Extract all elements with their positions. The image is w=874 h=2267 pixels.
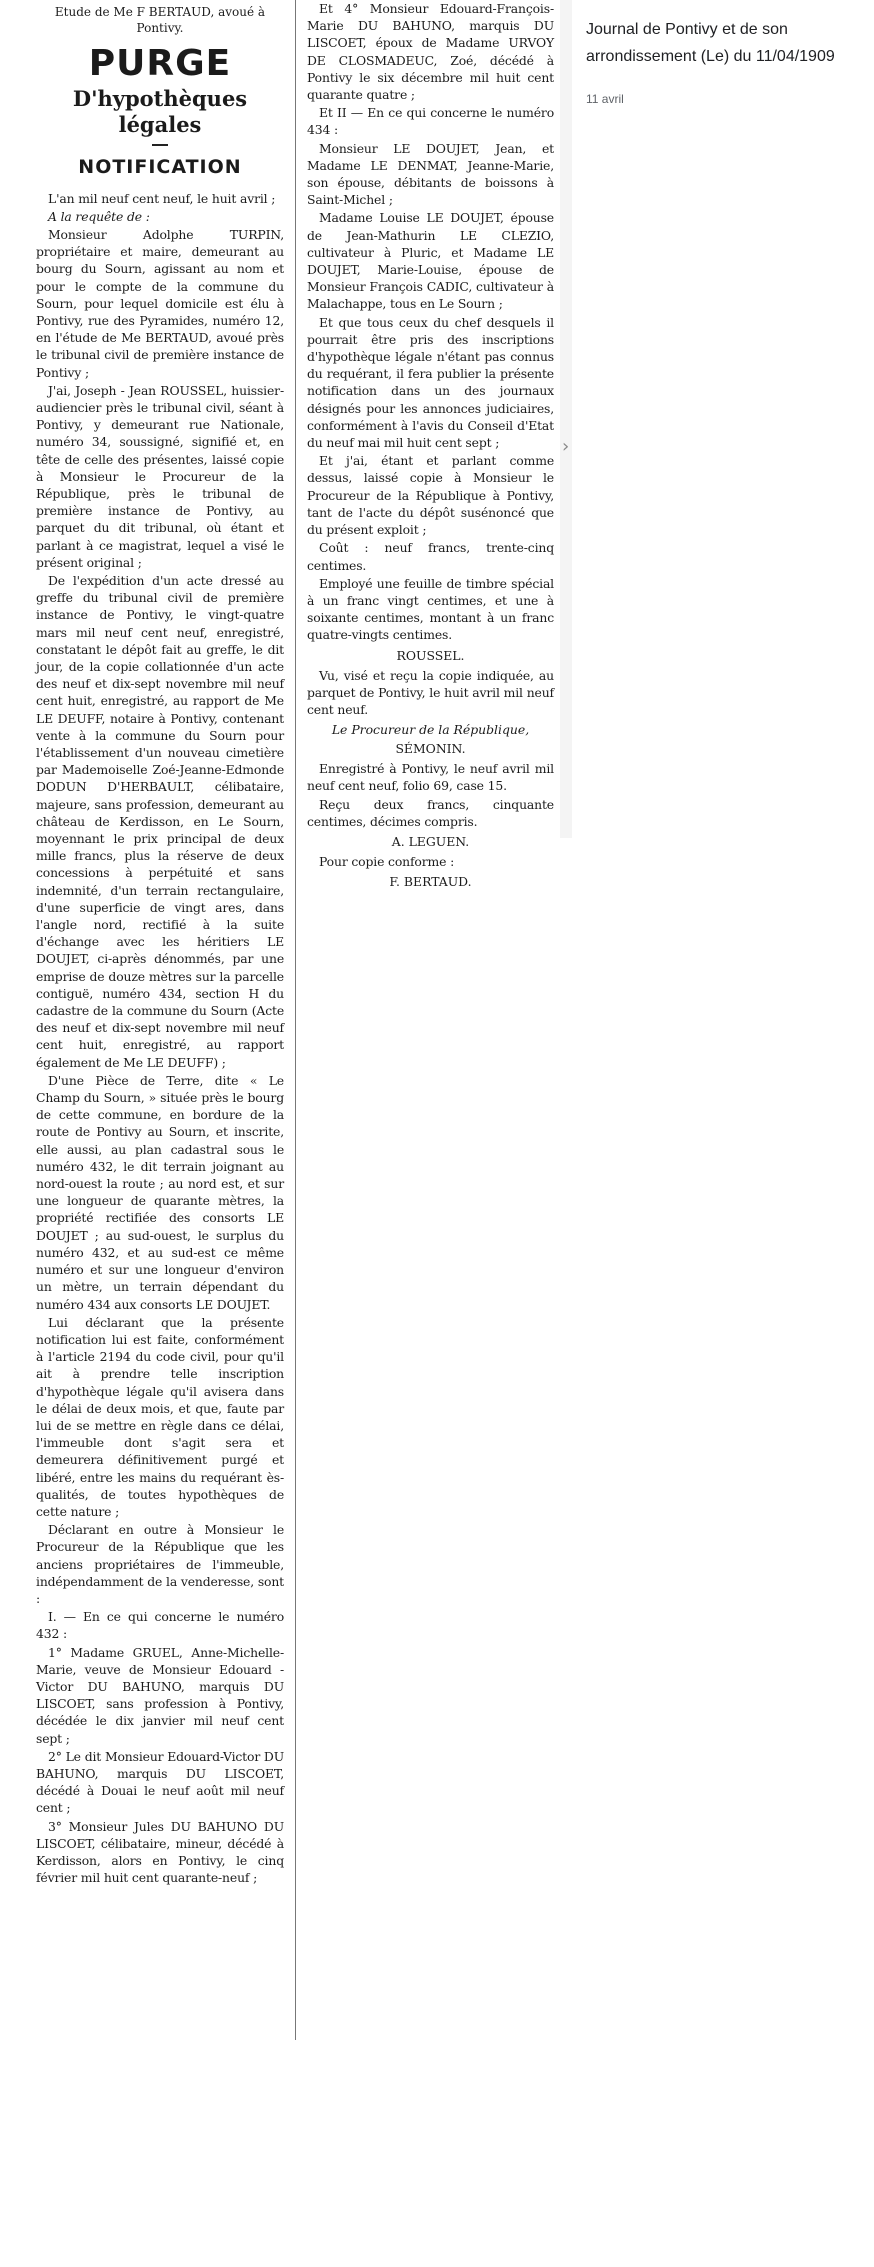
signature-bertaud: F. BERTAUD.: [389, 874, 472, 890]
journal-date: 11 avril: [586, 92, 624, 106]
paragraph: Reçu deux francs, cinquante centimes, décimes compris.: [307, 796, 554, 829]
article-column-1: [36, 0, 284, 1887]
paragraph: A la requête de :: [48, 208, 150, 224]
paragraph: Enregistré à Pontivy, le neuf avril mil neuf cent neuf, folio 69, case 15.: [307, 761, 554, 794]
paragraph: 1° Madame GRUEL, Anne-Michelle-Marie, veuve de Monsieur Edouard - Victor DU BAHUNO, marquis DU LISCOET, sans profession à Pontivy, décédée le dix janvier mil neuf cent sept ;: [36, 1644, 284, 1746]
paragraph: Monsieur Adolphe TURPIN, propriétaire et maire, demeurant au bourg du Sourn, agissant au nom et pour le compte de la commune du Sourn, pour lequel domicile est élu à Pontivy, rue des Pyramides, numéro 12, en l'étude de Me BERTAUD, avoué près le tribunal civil de première instance de Pontivy ;: [36, 226, 284, 380]
paragraph: Et j'ai, étant et parlant comme dessus, laissé copie à Monsieur le Procureur de la République à Pontivy, tant de l'acte du dépôt susénoncé que du présent exploit ;: [307, 453, 554, 538]
divider: [152, 144, 168, 146]
paragraph: J'ai, Joseph - Jean ROUSSEL, huissier-audiencier près le tribunal civil, séant à Pontivy, y demeurant rue Nationale, numéro 34, soussigné, signifié et, en tête de celle des présentes, laissé copie à Monsieur le Procureur de la République, près le tribunal de première instance de Pontivy, au parquet du dit tribunal, où étant et parlant à ce magistrat, lequel a visé le présent original ;: [36, 382, 284, 570]
paragraph: D'une Pièce de Terre, dite « Le Champ du Sourn, » située près le bourg de cette commune, en bordure de la route de Pontivy au Sourn, et inscrite, elle aussi, au plan cadastral sous le numéro 432, le dit terrain joignant au nord-ouest la route ; au nord est, et sur une longueur de quarante mètres, la propriété rectifiée des consorts LE DOUJET ; au sud-ouest, le surplus du numéro 432, et au sud-est ce même numéro et sur une longueur d'environ un mètre, un terrain dépendant du numéro 434 aux consorts LE DOUJET.: [36, 1072, 284, 1312]
column-divider: [295, 0, 296, 2040]
journal-title[interactable]: Journal de Pontivy et de son arrondissement (Le) du 11/04/1909: [586, 21, 835, 65]
info-panel: [572, 0, 874, 838]
article-title: PURGE: [88, 43, 232, 84]
paragraph: Pour copie conforme :: [319, 853, 455, 869]
signature-semonin: SÉMONIN.: [395, 741, 466, 757]
paragraph: 2° Le dit Monsieur Edouard-Victor DU BAHUNO, marquis DU LISCOET, décédé à Douai le neuf août mil neuf cent ;: [36, 1748, 284, 1816]
chevron-right-icon[interactable]: ›: [562, 436, 570, 457]
paragraph: Monsieur LE DOUJET, Jean, et Madame LE DENMAT, Jeanne-Marie, son épouse, débitants de boissons à Saint-Michel ;: [307, 140, 554, 208]
paragraph: L'an mil neuf cent neuf, le huit avril ;: [48, 190, 276, 206]
paragraph: Vu, visé et reçu la copie indiquée, au parquet de Pontivy, le huit avril mil neuf cent neuf.: [307, 667, 554, 717]
panel-edge: [560, 0, 572, 838]
article-header: Etude de Me F BERTAUD, avoué à Pontivy.: [54, 5, 266, 35]
paragraph: Et II — En ce qui concerne le numéro 434 :: [307, 105, 554, 138]
signature-roussel: ROUSSEL.: [396, 647, 465, 663]
section-heading: NOTIFICATION: [78, 155, 242, 178]
article-column-2: [307, 0, 554, 893]
paragraph: Déclarant en outre à Monsieur le Procureur de la République que les anciens propriétaires de l'immeuble, indépendamment de la venderesse, sont :: [36, 1522, 284, 1606]
paragraph: Coût : neuf francs, trente-cinq centimes.: [307, 540, 554, 573]
paragraph: Lui déclarant que la présente notification lui est faite, conformément à l'article 2194 du code civil, pour qu'il ait à prendre telle inscription d'hypothèque légale qu'il avisera dans le délai de deux mois, et que, faute par lui de se mettre en règle dans ce délai, l'immeuble dont s'agit sera et demeurera définitivement purgé et libéré, entre les mains du requérant ès-qualités, de toutes hypothèques de cette nature ;: [36, 1314, 284, 1519]
article-subtitle: D'hypothèques légales: [72, 86, 248, 137]
paragraph: 3° Monsieur Jules DU BAHUNO DU LISCOET, célibataire, mineur, décédé à Kerdisson, alors en Pontivy, le cinq février mil huit cent quarante-neuf ;: [36, 1818, 284, 1886]
paragraph: Et que tous ceux du chef desquels il pourrait être pris des inscriptions d'hypothèque légale n'étant pas connus du requérant, il fera publier la présente notification dans un des journaux désignés pour les annonces judiciaires, conformément à l'avis du Conseil d'Etat du neuf mai mil huit cent sept ;: [307, 314, 554, 451]
paragraph: Madame Louise LE DOUJET, épouse de Jean-Mathurin LE CLEZIO, cultivateur à Pluric, et Madame LE DOUJET, Marie-Louise, épouse de Monsieur François CADIC, cultivateur à Malachappe, tous en Le Sourn ;: [307, 210, 554, 312]
procureur-label: Le Procureur de la République,: [331, 722, 530, 738]
paragraph: De l'expédition d'un acte dressé au greffe du tribunal civil de première instance de Pontivy, le vingt-quatre mars mil neuf cent neuf, enregistré, constatant le dépôt fait au greffe, le dit jour, de la copie collationnée d'un acte des neuf et dix-sept novembre mil neuf cent huit, enregistré, au rapport de Me LE DEUFF, notaire à Pontivy, contenant vente à la commune du Sourn pour l'établissement d'un nouveau cimetière par Mademoiselle Zoé-Jeanne-Edmonde DODUN D'HERBAULT, célibataire, majeure, sans profession, demeurant au château de Kerdisson, en Le Sourn, moyennant le prix principal de deux mille francs, plus la réserve de deux concessions à perpétuité et sans indemnité, d'un terrain rectangulaire, d'une superficie de vingt ares, dans l'angle nord, rectifié à la suite d'échange avec les héritiers LE DOUJET, ci-après dénommés, par une emprise de douze mètres sur la parcelle contiguë, numéro 434, section H du cadastre de la commune du Sourn (Acte des neuf et dix-sept novembre mil neuf cent huit, enregistré, au rapport également de Me LE DEUFF) ;: [36, 572, 284, 1070]
paragraph: Employé une feuille de timbre spécial à un franc vingt centimes, et une à soixante centimes, montant à un franc quatre-vingts centimes.: [307, 575, 554, 643]
paragraph: I. — En ce qui concerne le numéro 432 :: [36, 1609, 284, 1642]
signature-leguen: A. LEGUEN.: [391, 833, 470, 849]
paragraph: Et 4° Monsieur Edouard-François-Marie DU BAHUNO, marquis DU LISCOET, époux de Madame URVOY DE CLOSMADEUC, Zoé, décédé à Pontivy le six décembre mil huit cent quarante quatre ;: [307, 1, 554, 103]
